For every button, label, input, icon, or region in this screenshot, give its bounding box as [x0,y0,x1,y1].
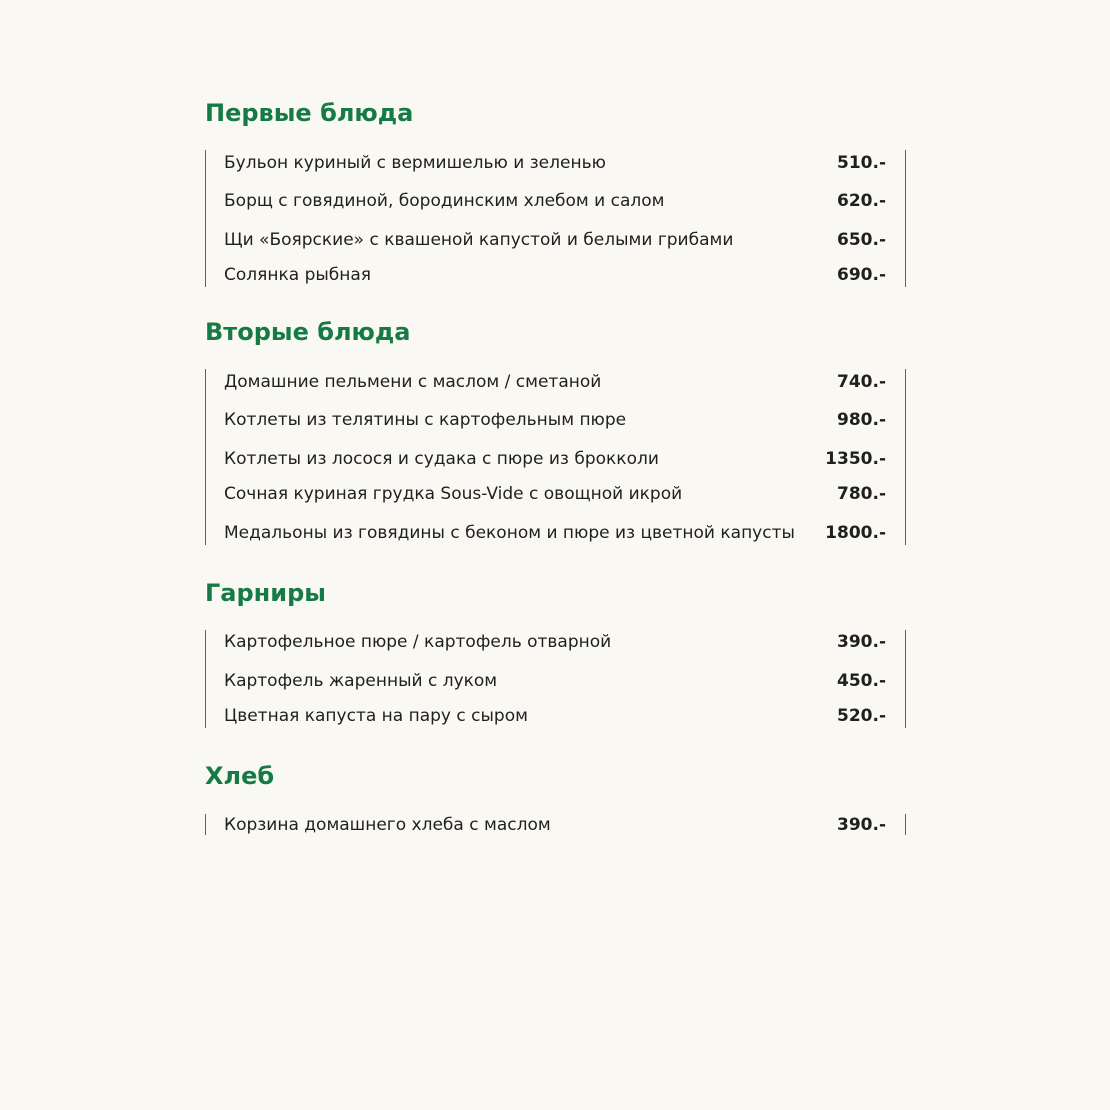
menu-item [224,263,886,287]
left-divider [205,150,206,287]
item-price: 650.- [837,230,886,250]
item-price: 520.- [837,706,886,726]
menu-item [224,151,886,175]
section-title-side-dishes: Гарниры [205,579,326,607]
item-name: Бульон куриный с вермишелью и зеленью [224,153,606,173]
menu-item [224,370,886,394]
menu-list-side-dishes [205,630,906,728]
section-title-first-courses: Первые блюда [205,99,414,127]
item-price: 780.- [837,484,886,504]
left-divider [205,630,206,728]
menu-list-first-courses [205,150,906,287]
item-price: 980.- [837,410,886,430]
left-divider [205,369,206,545]
item-price: 620.- [837,191,886,211]
menu-item [224,521,886,545]
item-name: Картофель жаренный с луком [224,671,498,691]
menu-item [224,704,886,728]
menu-item [224,189,886,213]
right-divider [905,630,906,728]
right-divider [905,814,906,835]
section-title-main-courses: Вторые блюда [205,318,411,346]
item-name: Щи «Боярские» с квашеной капустой и белыми грибами [224,230,734,250]
item-name: Сочная куриная грудка Sous-Vide с овощной икрой [224,484,683,504]
item-price: 450.- [837,671,886,691]
menu-list-bread [205,814,906,835]
item-name: Котлеты из телятины с картофельным пюре [224,410,627,430]
menu-list-main-courses [205,369,906,545]
menu-item [224,447,886,471]
menu-item [224,669,886,693]
item-name: Котлеты из лосося и судака с пюре из брокколи [224,449,659,469]
right-divider [905,369,906,545]
left-divider [205,814,206,835]
item-price: 740.- [837,372,886,392]
right-divider [905,150,906,287]
item-name: Домашние пельмени с маслом / сметаной [224,372,602,392]
item-price: 510.- [837,153,886,173]
item-name: Медальоны из говядины с беконом и пюре из цветной капусты [224,523,795,543]
menu-item [224,813,886,837]
item-name: Картофельное пюре / картофель отварной [224,632,612,652]
item-name: Борщ с говядиной, бородинским хлебом и салом [224,191,665,211]
section-title-bread: Хлеб [205,762,275,790]
item-price: 690.- [837,265,886,285]
item-price: 390.- [837,815,886,835]
menu-item [224,482,886,506]
menu-item [224,228,886,252]
item-name: Солянка рыбная [224,265,372,285]
item-price: 1800.- [825,523,886,543]
item-name: Корзина домашнего хлеба с маслом [224,815,551,835]
menu-item [224,630,886,654]
item-price: 1350.- [825,449,886,469]
item-name: Цветная капуста на пару с сыром [224,706,528,726]
menu-item [224,408,886,432]
item-price: 390.- [837,632,886,652]
